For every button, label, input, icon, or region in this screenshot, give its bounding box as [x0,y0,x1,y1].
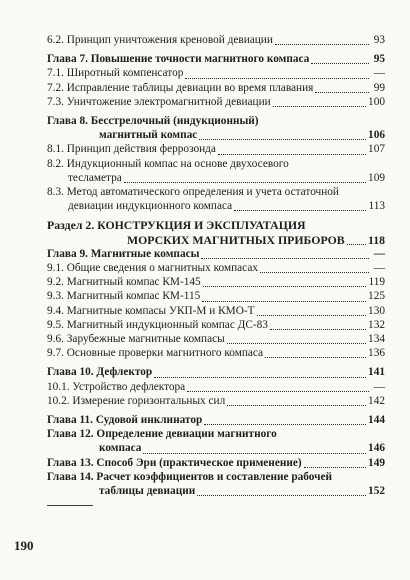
toc-entry [47,380,385,394]
toc-entry-cont [47,171,385,185]
dot-leader [273,105,366,107]
chapter-title: Глава 13. Способ Эри (практическое применение) [47,456,302,469]
chapter-title-cont: компаса [99,442,142,455]
entry-page: 149 [368,456,385,469]
chapter-title: Глава 12. Определение девиации магнитного [47,428,277,441]
entry-title: 9.1. Общие сведения о магнитных компасах [47,262,258,275]
entry-page: 152 [368,485,385,498]
entry-page: 130 [368,304,385,317]
toc-entry [47,33,385,47]
toc-chapter [47,52,385,66]
entry-title: 10.1. Устройство дефлектора [47,380,186,393]
dot-leader [143,452,366,454]
dot-leader [187,390,369,392]
dot-leader [234,209,366,211]
toc-chapter-cont [47,441,385,455]
entry-page: 93 [373,34,385,46]
dot-leader [311,62,369,64]
entry-title: 7.1. Широтный компенсатор [47,67,184,80]
dot-leader [270,328,366,330]
toc-chapter-cont [47,484,385,498]
entry-page: 95 [373,53,385,66]
toc-entry [47,318,385,332]
entry-title: 8.1. Принцип действия феррозонда [47,143,216,156]
dot-leader [202,300,366,302]
chapter-title: Глава 11. Судовой инклинатор [47,414,203,427]
toc-chapter [47,247,385,261]
toc-chapter [47,114,385,128]
dot-leader [315,91,369,93]
entry-page: 142 [368,394,385,407]
toc-chapter [47,470,385,484]
entry-page: 119 [368,276,385,289]
toc-entry [47,142,385,156]
dot-leader [154,376,366,378]
chapter-title: Глава 8. Бесстрелочный (индукционный) [47,115,259,128]
entry-page: 100 [368,95,385,108]
entry-page: 118 [367,232,385,247]
entry-page: 146 [368,442,385,455]
entry-title: 8.3. Метод автоматического определения и учета остаточной [47,186,339,199]
toc-entry [47,66,385,80]
entry-title: 6.2. Принцип уничтожения креновой девиации [47,34,273,46]
entry-page: 144 [368,414,385,427]
toc-entry [47,394,385,408]
chapter-title-cont: таблицы девиации [99,485,196,498]
entry-title: 9.5. Магнитный индукционный компас ДС-83 [47,318,268,331]
toc-entry [47,95,385,109]
toc-chapter-cont [47,128,385,142]
separator-rule [47,505,93,506]
entry-title: 9.7. Основные проверки магнитного компаса [47,347,264,360]
entry-title: 8.2. Индукционный компас на основе двухосевого [47,157,289,170]
dot-leader [260,271,369,273]
entry-title: 9.4. Магнитные компасы УКП-М и КМО-Т [47,304,255,317]
dot-leader [203,285,367,287]
entry-title-cont: тесламетра [68,171,122,184]
toc-entry [47,346,385,360]
entry-title: 7.3. Уничтожение электромагнитной девиации [47,95,271,108]
toc-chapter [47,427,385,441]
toc-chapter [47,365,385,379]
entry-title: 9.6. Зарубежные магнитные компасы [47,333,225,346]
entry-page: 113 [368,200,385,213]
chapter-title: Глава 14. Расчет коэффициентов и составление рабочей [47,470,333,483]
dot-leader [304,466,366,468]
toc-entry [47,81,385,95]
entry-page: 132 [368,318,385,331]
dot-leader [124,181,366,183]
table-of-contents [47,33,385,506]
part-title: Раздел 2. КОНСТРУКЦИЯ И ЭКСПЛУАТАЦИЯ [47,218,306,233]
toc-entry-cont [47,199,385,213]
toc-chapter [47,413,385,427]
entry-page: — [373,262,385,275]
chapter-title: Глава 7. Повышение точности магнитного компаса [47,53,310,66]
entry-page: 107 [368,143,385,156]
toc-entry [47,261,385,275]
entry-page: 136 [368,347,385,360]
entry-title: 9.2. Магнитный компас КМ-145 [47,276,201,289]
entry-page: 134 [368,333,385,346]
dot-leader [227,342,366,344]
dot-leader [257,314,367,316]
dot-leader [275,43,369,45]
dot-leader [199,138,366,140]
toc-entry [47,304,385,318]
dot-leader [218,153,366,155]
entry-page: 106 [368,129,385,142]
toc-entry [47,157,385,171]
entry-page: 109 [368,171,385,184]
entry-page: — [373,247,385,260]
dot-leader [347,243,366,245]
chapter-title: Глава 10. Дефлектор [47,366,153,379]
entry-page: 141 [368,366,385,379]
toc-entry [47,289,385,303]
part-title-cont: МОРСКИХ МАГНИТНЫХ ПРИБОРОВ [127,232,345,247]
entry-title: 9.3. Магнитный компас КМ-115 [47,290,201,303]
entry-title: 7.2. Исправление таблицы девиации во время плавания [47,81,314,94]
dot-leader [197,494,366,496]
toc-entry [47,185,385,199]
toc-part-cont [47,233,385,247]
chapter-title-cont: магнитный компас [99,129,198,142]
entry-page: — [373,67,385,80]
dot-leader [201,257,369,259]
page-number: 190 [14,538,34,553]
toc-entry [47,275,385,289]
entry-title-cont: девиации индукционного компаса [68,200,233,213]
entry-title: 10.2. Измерение горизонтальных сил [47,394,226,407]
entry-page: 99 [373,81,385,94]
dot-leader [227,404,366,406]
entry-page: — [373,380,385,393]
dot-leader [265,356,366,358]
entry-page: 125 [368,290,385,303]
dot-leader [185,77,369,79]
dot-leader [204,423,366,425]
toc-entry [47,332,385,346]
toc-chapter [47,456,385,470]
chapter-title: Глава 9. Магнитные компасы [47,247,200,260]
toc-part [47,218,385,232]
